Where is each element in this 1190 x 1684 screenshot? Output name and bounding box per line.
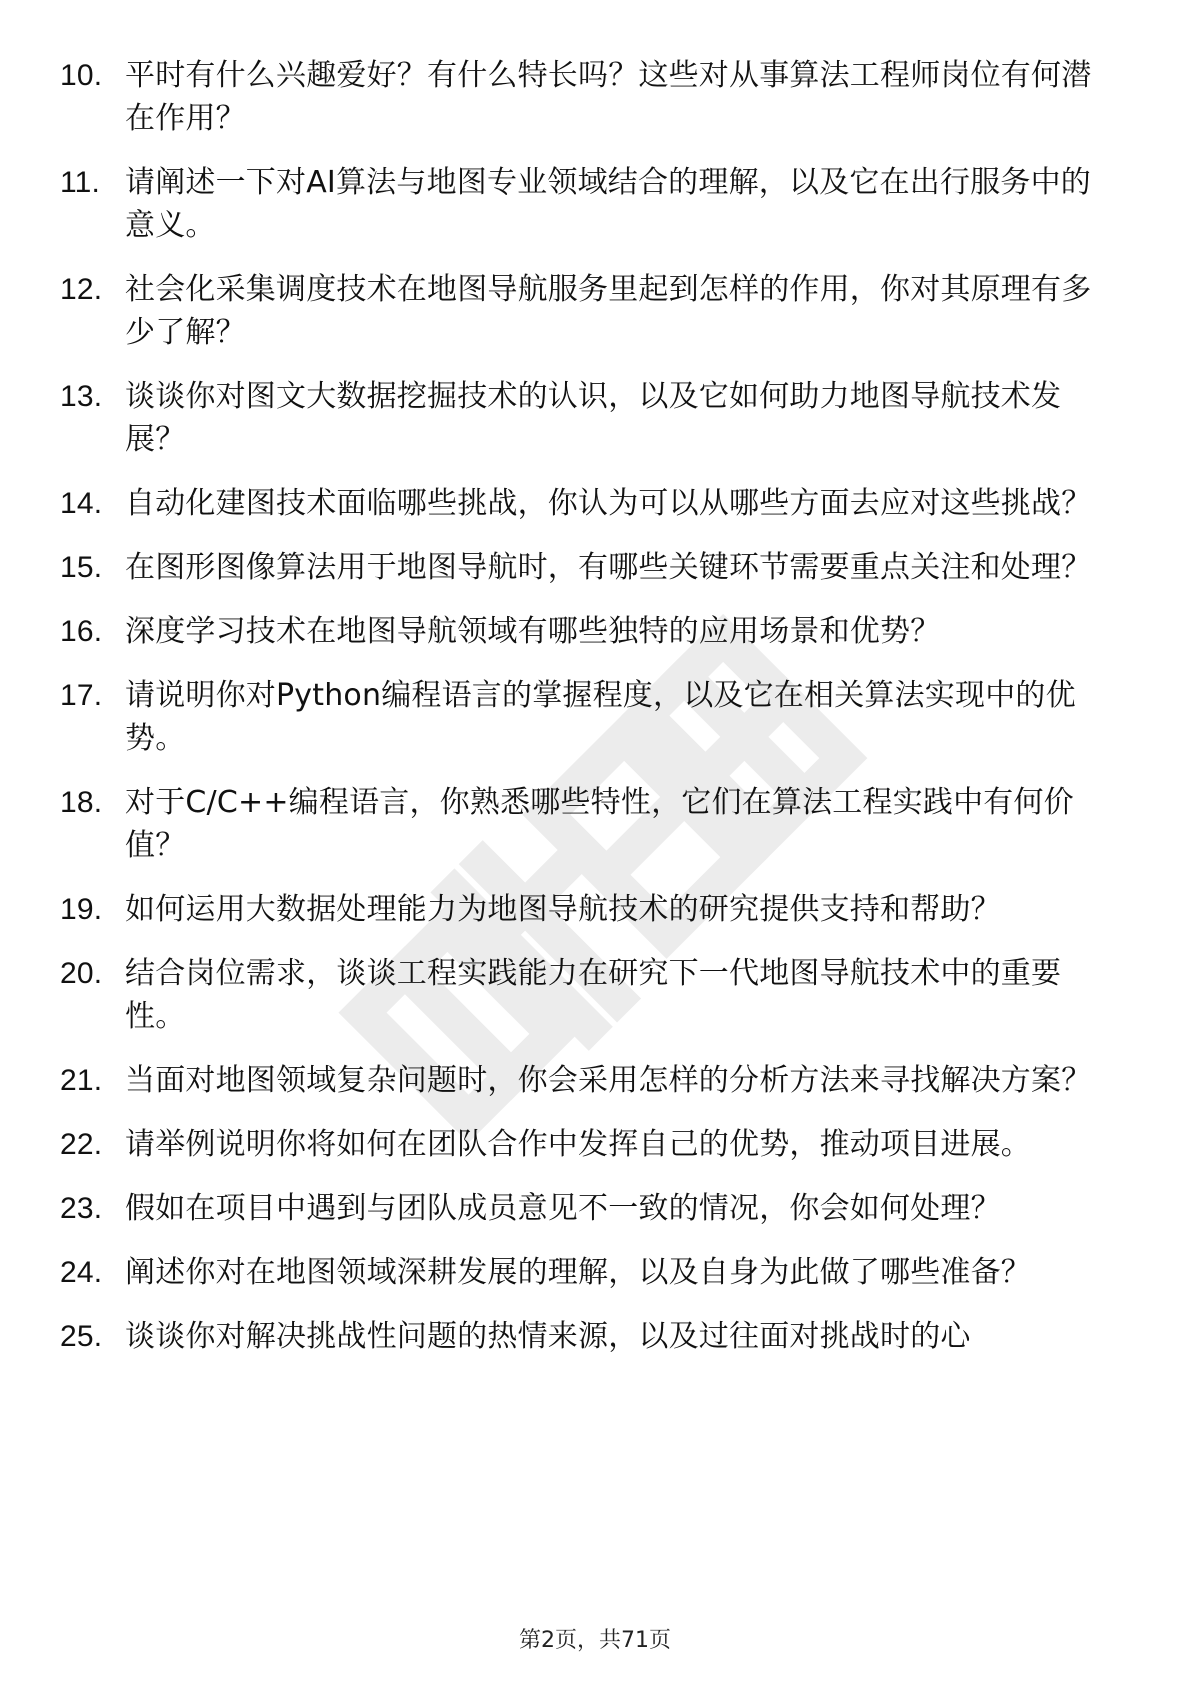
- question-text: 对于C/C++编程语言，你熟悉哪些特性，它们在算法工程实践中有何价值？: [125, 785, 1074, 863]
- question-text: 假如在项目中遇到与团队成员意见不一致的情况，你会如何处理？: [125, 1191, 1001, 1226]
- question-number: 19.: [60, 893, 103, 926]
- question-item: [60, 674, 1120, 760]
- question-text: 请举例说明你将如何在团队合作中发挥自己的优势，推动项目进展。: [125, 1127, 1031, 1162]
- question-item: [60, 1315, 1120, 1358]
- question-item: [60, 1251, 1120, 1294]
- question-item: [60, 482, 1120, 525]
- question-number: 22.: [60, 1128, 103, 1161]
- question-item: [60, 161, 1120, 247]
- question-text: 请说明你对Python编程语言的掌握程度，以及它在相关算法实现中的优势。: [125, 678, 1076, 756]
- question-number: 20.: [60, 957, 103, 990]
- question-text: 如何运用大数据处理能力为地图导航技术的研究提供支持和帮助？: [125, 892, 1001, 927]
- question-text: 平时有什么兴趣爱好？有什么特长吗？这些对从事算法工程师岗位有何潜在作用？: [125, 58, 1092, 136]
- question-text: 在图形图像算法用于地图导航时，有哪些关键环节需要重点关注和处理？: [125, 550, 1092, 585]
- question-number: 16.: [60, 615, 103, 648]
- question-text: 自动化建图技术面临哪些挑战，你认为可以从哪些方面去应对这些挑战？: [125, 486, 1092, 521]
- question-number: 17.: [60, 679, 103, 712]
- question-item: [60, 546, 1120, 589]
- question-number: 12.: [60, 273, 103, 306]
- question-number: 18.: [60, 786, 103, 819]
- question-text: 当面对地图领域复杂问题时，你会采用怎样的分析方法来寻找解决方案？: [125, 1063, 1092, 1098]
- question-number: 11.: [60, 166, 101, 199]
- page-footer: 第2页，共71页: [519, 1628, 671, 1653]
- question-text: 请阐述一下对AI算法与地图专业领域结合的理解，以及它在出行服务中的意义。: [125, 165, 1091, 243]
- question-item: [60, 888, 1120, 931]
- question-text: 谈谈你对图文大数据挖掘技术的认识，以及它如何助力地图导航技术发展？: [125, 379, 1062, 457]
- question-number: 21.: [60, 1064, 103, 1097]
- question-item: [60, 375, 1120, 461]
- question-item: [60, 1059, 1120, 1102]
- question-item: [60, 268, 1120, 354]
- question-text: 社会化采集调度技术在地图导航服务里起到怎样的作用，你对其原理有多少了解？: [125, 272, 1092, 350]
- question-number: 15.: [60, 551, 103, 584]
- question-item: [60, 781, 1120, 867]
- question-text: 结合岗位需求，谈谈工程实践能力在研究下一代地图导航技术中的重要性。: [125, 956, 1062, 1034]
- question-number: 13.: [60, 380, 103, 413]
- question-text: 谈谈你对解决挑战性问题的热情来源，以及过往面对挑战时的心: [125, 1319, 971, 1354]
- question-number: 23.: [60, 1192, 103, 1225]
- question-item: [60, 952, 1120, 1038]
- question-number: 24.: [60, 1256, 103, 1289]
- question-number: 25.: [60, 1320, 103, 1353]
- question-item: [60, 610, 1120, 653]
- question-item: [60, 1123, 1120, 1166]
- question-item: [60, 54, 1120, 140]
- question-item: [60, 1187, 1120, 1230]
- question-list: [60, 54, 1120, 1379]
- question-text: 深度学习技术在地图导航领域有哪些独特的应用场景和优势？: [125, 614, 941, 649]
- question-number: 10.: [60, 59, 103, 92]
- question-text: 阐述你对在地图领域深耕发展的理解，以及自身为此做了哪些准备？: [125, 1255, 1031, 1290]
- question-number: 14.: [60, 487, 103, 520]
